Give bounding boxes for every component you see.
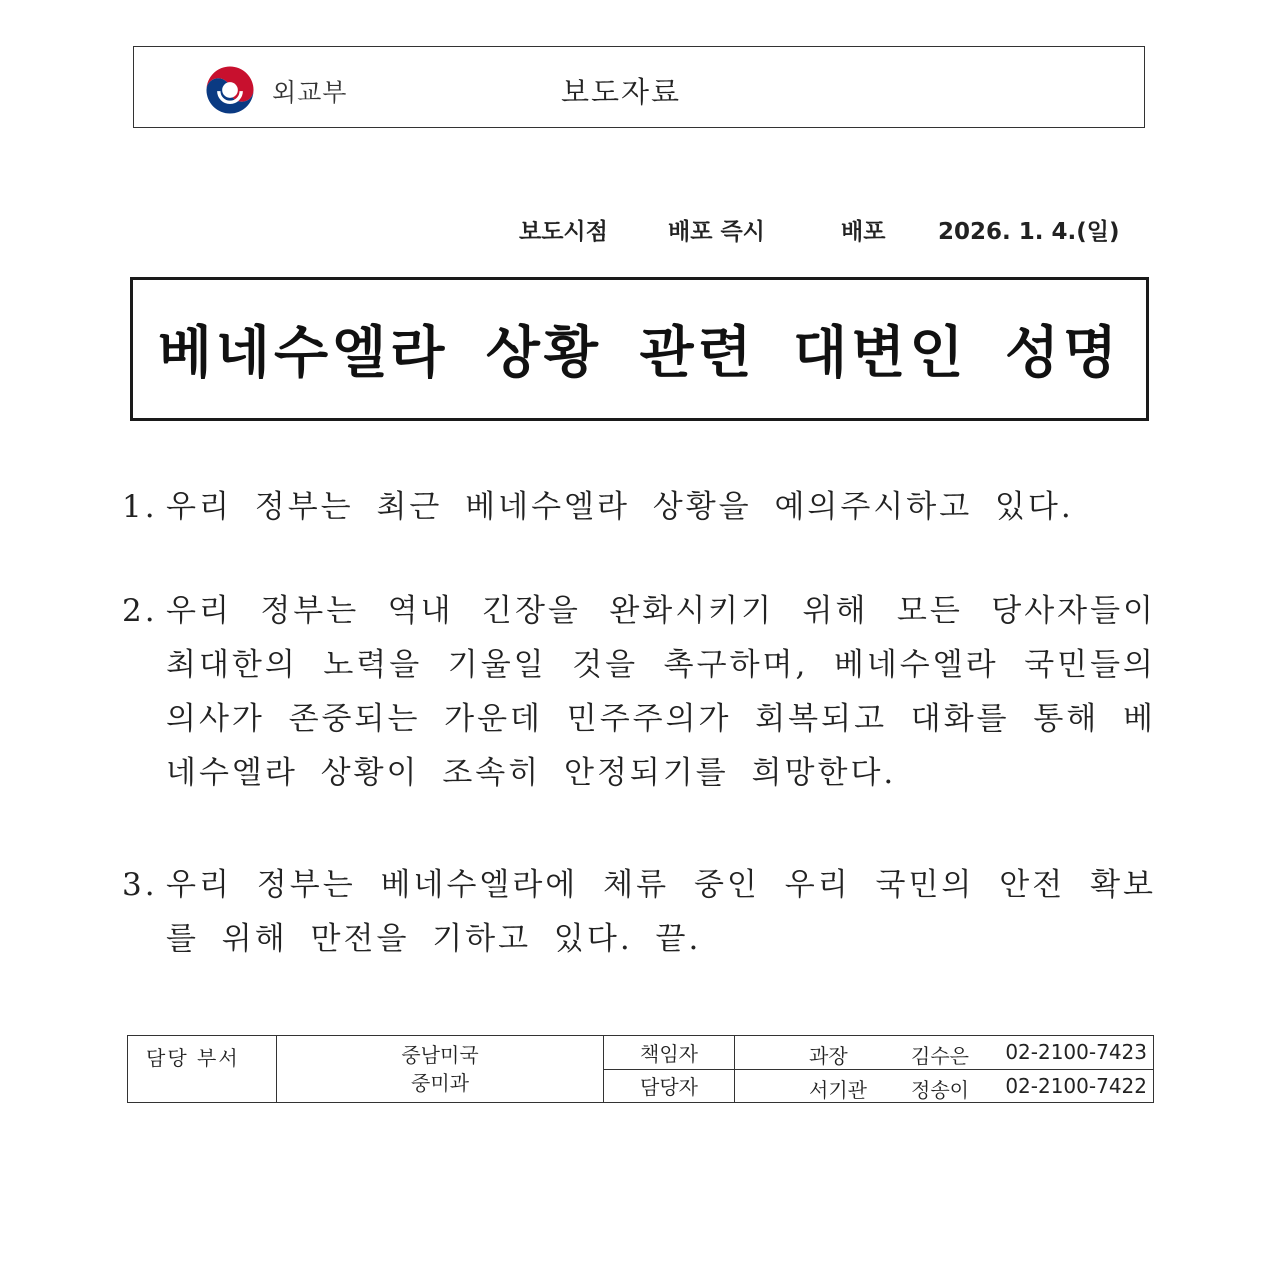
paragraph-number: 1. [122,489,158,525]
paragraph-text: 우리 정부는 역내 긴장을 완화시키기 위해 모든 당사자들이 최대한의 노력을 기울일 것을 촉구하며, 베네수엘라 국민들의 의사가 존중되는 가운데 민주주의가 회복되고 대화를 통해 베네수엘라 상황이 조속히 안정되기를 희망한다. [166,593,1156,791]
paragraph-1 [122,480,1156,534]
contact-phone: 02-2100-7422 [1005,1073,1147,1098]
dept-label: 담당 부서 [128,1036,277,1103]
contact-name: 김수은 [911,1044,969,1069]
role-cell: 책임자 [604,1036,735,1070]
contact-title: 과장 [809,1044,848,1069]
role-cell: 담당자 [604,1069,735,1103]
taegeuk-emblem-icon [202,62,258,118]
distribution-date: 2026. 1. 4.(일) [938,219,1120,245]
paragraph-text: 우리 정부는 최근 베네수엘라 상황을 예의주시하고 있다. [166,489,1074,525]
dept-cell [277,1036,604,1103]
page-title: 베네수엘라 상황 관련 대변인 성명 [157,321,1122,386]
contact-table [127,1035,1154,1103]
contact-info-cell [735,1069,1154,1103]
paragraph-text: 우리 정부는 베네수엘라에 체류 중인 우리 국민의 안전 확보를 위해 만전을 기하고 있다. 끝. [166,867,1156,957]
dept-division: 중미과 [411,1071,469,1095]
header-box [133,46,1145,128]
release-time-label: 보도시점 [519,219,608,245]
title-box [130,277,1149,421]
paragraph-number: 3. [122,867,158,903]
doc-type: 보도자료 [561,75,682,109]
ministry-name: 외교부 [272,78,348,107]
paragraph-2 [122,584,1156,800]
contact-name: 정송이 [911,1077,969,1102]
paragraph-number: 2. [122,593,158,629]
distribution-label: 배포 [841,219,886,245]
release-time-value: 배포 즉시 [668,219,765,245]
contact-title: 서기관 [809,1077,867,1102]
contact-phone: 02-2100-7423 [1005,1040,1147,1065]
contact-info-cell [735,1036,1154,1070]
dept-bureau: 중남미국 [401,1043,479,1067]
paragraph-3 [122,858,1156,966]
